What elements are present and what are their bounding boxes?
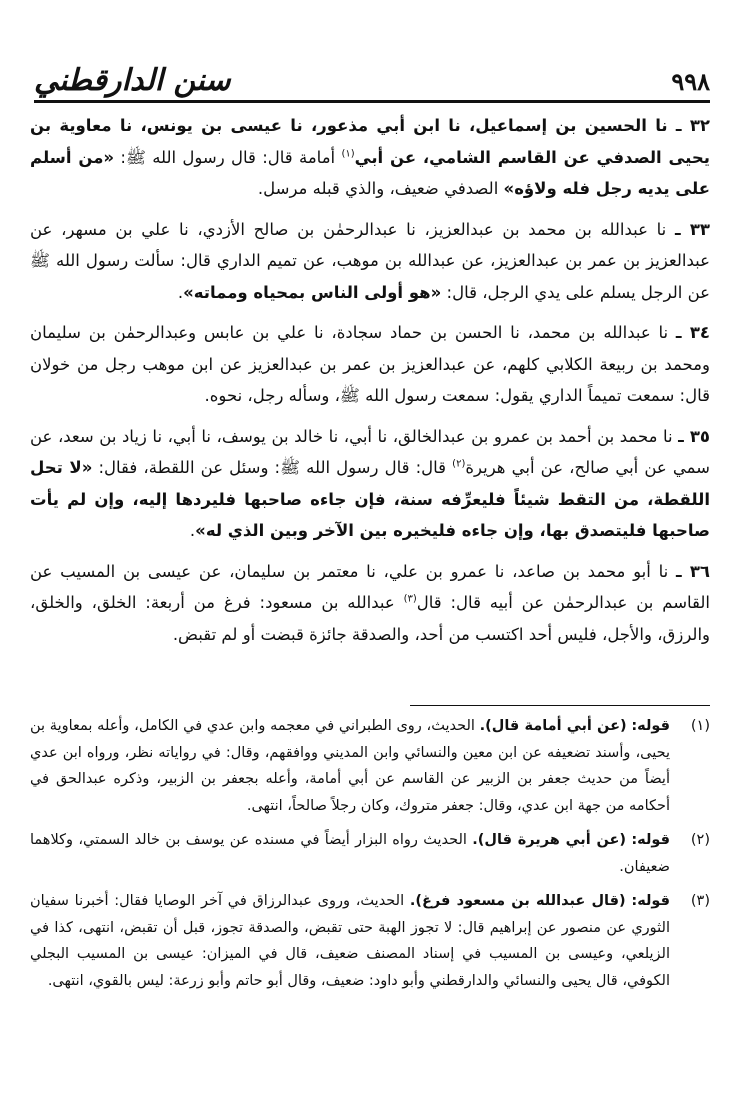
footnote-number: (١)	[690, 718, 710, 734]
footnote-quote: (عن أبي هريرة قال).	[472, 832, 627, 848]
hadith-36	[30, 556, 710, 651]
hadith-quote: «من أسلم على يديه رجل فله ولاؤه»	[30, 147, 710, 198]
hadith-34	[30, 317, 710, 412]
footnote-text	[30, 827, 670, 880]
hadith-text: نا محمد بن أحمد بن عمرو بن عبدالخالق، نا أبي، نا خالد بن يوسف، نا أبي، نا زياد بن سعد، عن سمي عن أبي صالح، عن أبي هريرة	[30, 426, 710, 477]
hadith-text: نا عبدالله بن محمد بن عبدالعزيز، نا عبدالرحمٰن بن صالح الأزدي، نا علي بن مسهر، عن عبدالعزيز بن عمر بن عبدالعزيز، عن عبدالله بن موهب، عن تميم الداري قال: سألت رسول الله ﷺ عن الرجل يسلم على يدي الرجل، قال:	[30, 219, 710, 302]
footnote-text	[30, 713, 670, 819]
page-header	[34, 56, 710, 103]
footnote-ref: (٣)	[403, 593, 417, 605]
hadith-number: ٣٢ ـ	[675, 116, 710, 135]
footnote-number: (٣)	[690, 893, 710, 909]
footnote-label: قوله:	[631, 718, 670, 734]
footnote-label: قوله:	[631, 832, 670, 848]
hadith-35	[30, 421, 710, 547]
footnote-divider	[410, 705, 710, 706]
footnote-quote: (عن أبي أمامة قال).	[479, 718, 627, 734]
main-text	[30, 110, 710, 659]
hadith-33	[30, 214, 710, 309]
hadith-text: .	[177, 282, 184, 302]
footnotes	[30, 713, 710, 1002]
footnote-body: الحديث، روى الطبراني في معجمه وابن عدي في الكامل، وأعله بمعاوية بن يحيى، وأسند تضعيفه عن ابن معين والنسائي وابن المديني ووافقهم، وقال: في رواياته نظر، ورواه ابن عدي أيضاً من حديث جعفر بن الزبير عن القاسم عن أبي أمامة، وأعله بجعفر بن الزبير، وذكره عبدالحق في أحكامه من جهة ابن عدي، وقال: جعفر متروك، وكان رجلاً صالحاً، انتهى.	[30, 718, 670, 814]
hadith-text: قال: قال رسول الله ﷺ: وسئل عن اللقطة، فقال:	[92, 458, 453, 477]
footnote-text	[30, 888, 670, 994]
hadith-text: .	[189, 521, 196, 540]
hadith-number: ٣٣ ـ	[674, 219, 710, 239]
footnote-label: قوله:	[631, 893, 671, 909]
hadith-number: ٣٥ ـ	[678, 426, 710, 446]
footnote-body: الحديث، وروى عبدالرزاق في آخر الوصايا فقال: أخبرنا سفيان الثوري عن منصور عن إبراهيم قال: لا تجوز الهبة حتى تقبض، والصدقة تجوز، قبل أن تقبض، انتهى، كذا في الزيلعي، وعيسى بن المسيب في إسناد المصنف ضعيف، قال في الميزان: عيسى بن المسيب البجلي الكوفي، قال يحيى والنسائي والدارقطني وأبو داود: ضعيف، وقال أبو حاتم وأبو زرعة: ليس بالقوي، انتهى.	[30, 893, 670, 989]
footnote-ref: (١)	[341, 148, 355, 159]
hadith-text: نا الحسين بن إسماعيل، نا ابن أبي مذعور، نا عيسى بن يونس، نا معاوية بن يحيى الصدفي عن القاسم الشامي، عن أبي	[30, 116, 711, 167]
hadith-text: أمامة قال: قال رسول الله ﷺ:	[114, 147, 342, 167]
hadith-text: عبدالله بن مسعود: فرغ من أربعة: الخلق، والخلق، والرزق، والأجل، فليس أحد اكتسب من أحد، والصدقة جائزة قبضت أو لم تقبض.	[30, 593, 710, 644]
hadith-text: الصدفي ضعيف، والذي قبله مرسل.	[257, 179, 504, 198]
footnote-2	[30, 827, 710, 880]
hadith-text: نا أبو محمد بن صاعد، نا عمرو بن علي، نا معتمر بن سليمان، عن عيسى بن المسيب عن القاسم بن عبدالرحمٰن عن أبيه قال: قال	[30, 561, 710, 612]
footnote-1	[30, 713, 710, 819]
footnote-body: الحديث رواه البزار أيضاً في مسنده عن يوسف بن خالد السمتي، وكلاهما ضعيفان.	[30, 832, 670, 875]
hadith-32	[30, 110, 710, 205]
page-number: ٩٩٨	[671, 67, 710, 96]
footnote-3	[30, 888, 710, 994]
book-title: سنن الدارقطني	[34, 63, 231, 98]
footnote-ref: (٢)	[452, 458, 466, 470]
hadith-text: نا عبدالله بن محمد، نا الحسن بن حماد سجادة، نا علي بن عابس وعبدالرحمٰن بن سليمان ومحمد بن ربيعة الكلابي كلهم، عن عبدالعزيز بن عمر بن عبدالعزيز عن ابن موهب رجل من خولان قال: سمعت تميماً الداري يقول: سمعت رسول الله ﷺ، وسأله رجل، نحوه.	[30, 323, 710, 405]
footnote-quote: (قال عبدالله بن مسعود فرغ).	[409, 893, 626, 909]
hadith-number: ٣٤ ـ	[675, 323, 711, 342]
hadith-quote: «لا تحل اللقطة، من التقط شيئاً فليعرِّفه سنة، فإن جاءه صاحبها فليردها إليه، وإن لم يأت صاحبها فليتصدق بها، وإن جاءه فليخيره بين الآخر وبين الذي له»	[30, 458, 710, 540]
hadith-quote: «هو أولى الناس بمحياه ومماته»	[183, 282, 442, 302]
hadith-number: ٣٦ ـ	[675, 561, 710, 581]
footnote-number: (٢)	[690, 832, 710, 848]
